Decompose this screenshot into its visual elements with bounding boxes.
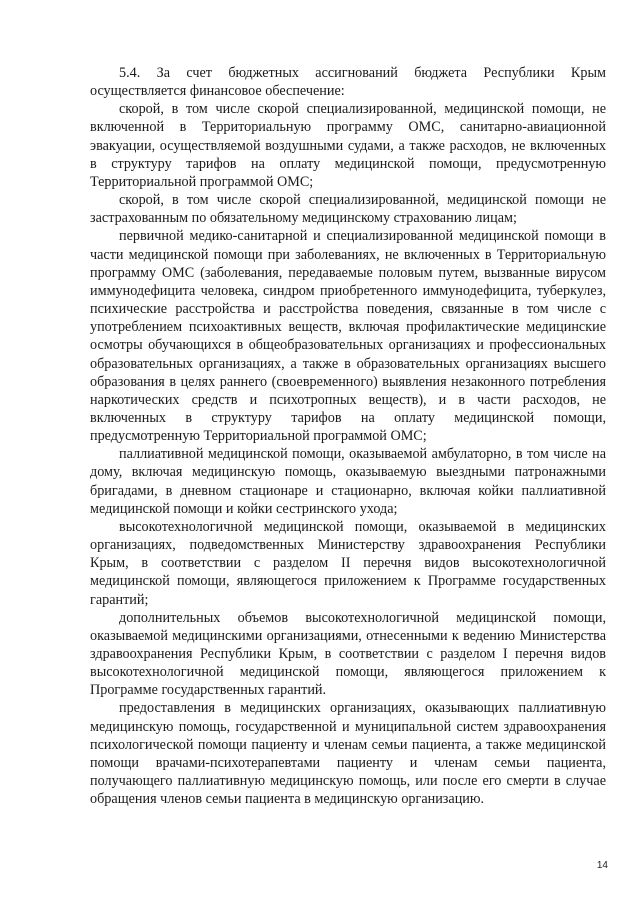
paragraph-uninsured-ambulance: скорой, в том числе скорой специализированной, медицинской помощи не застрахованным по обязательному медицинскому страхованию лицам; [90, 192, 606, 227]
paragraph-psychological-help: предоставления в медицинских организациях, оказывающих паллиативную медицинскую помощь, государственной и муниципальной систем здравоохранения психологической помощи пациенту и членам семьи пациента, а также медицинской помощи врачами-психотерапевтами пациенту и членам семьи пациента, получающего паллиативную медицинскую помощь, или после его смерти в случае обращения членов семьи пациента в медицинскую организацию. [90, 700, 606, 808]
paragraph-primary-care: первичной медико-санитарной и специализированной медицинской помощи в части медицинской помощи при заболеваниях, не включенных в Территориальную программу ОМС (заболевания, передаваемые половым путем, вызванные вирусом иммунодефицита человека, синдром приобретенного иммунодефицита, туберкулез, психические расстройства и расстройства поведения, связанные в том числе с употреблением психоактивных веществ, включая профилактические медицинские осмотры обучающихся в общеобразовательных организациях и профессиональных образовательных организациях, а также в образовательных организациях высшего образования в целях раннего (своевременного) выявления незаконного потребления наркотических средств и психотропных веществ), и в части расходов, не включенных в структуру тарифов на оплату медицинской помощи, предусмотренную Территориальной программой ОМС; [90, 228, 606, 445]
paragraph-section-5-4: 5.4. За счет бюджетных ассигнований бюджета Республики Крым осуществляется финансовое обеспечение: [90, 65, 606, 100]
paragraph-palliative-care: паллиативной медицинской помощи, оказываемой амбулаторно, в том числе на дому, включая медицинскую помощь, оказываемую выездными патронажными бригадами, в дневном стационаре и стационарно, включая койки паллиативной медицинской помощи и койки сестринского ухода; [90, 446, 606, 517]
document-body [90, 64, 606, 808]
paragraph-high-tech-care: высокотехнологичной медицинской помощи, оказываемой в медицинских организациях, подведомственных Министерству здравоохранения Республики Крым, в соответствии с разделом II перечня видов высокотехнологичной медицинской помощи, являющегося приложением к Программе государственных гарантий; [90, 518, 606, 608]
page-number: 14 [596, 860, 608, 871]
paragraph-additional-high-tech: дополнительных объемов высокотехнологичной медицинской помощи, оказываемой медицинскими организациями, отнесенными к ведению Министерства здравоохранения Республики Крым, в соответствии с разделом I перечня видов высокотехнологичной медицинской помощи, являющегося приложением к Программе государственных гарантий. [90, 609, 606, 699]
paragraph-ambulance-care: скорой, в том числе скорой специализированной, медицинской помощи, не включенной в Территориальную программу ОМС, санитарно-авиационной эвакуации, осуществляемой воздушными судами, а также расходов, не включенных в структуру тарифов на оплату медицинской помощи, предусмотренную Территориальной программой ОМС; [90, 101, 606, 190]
